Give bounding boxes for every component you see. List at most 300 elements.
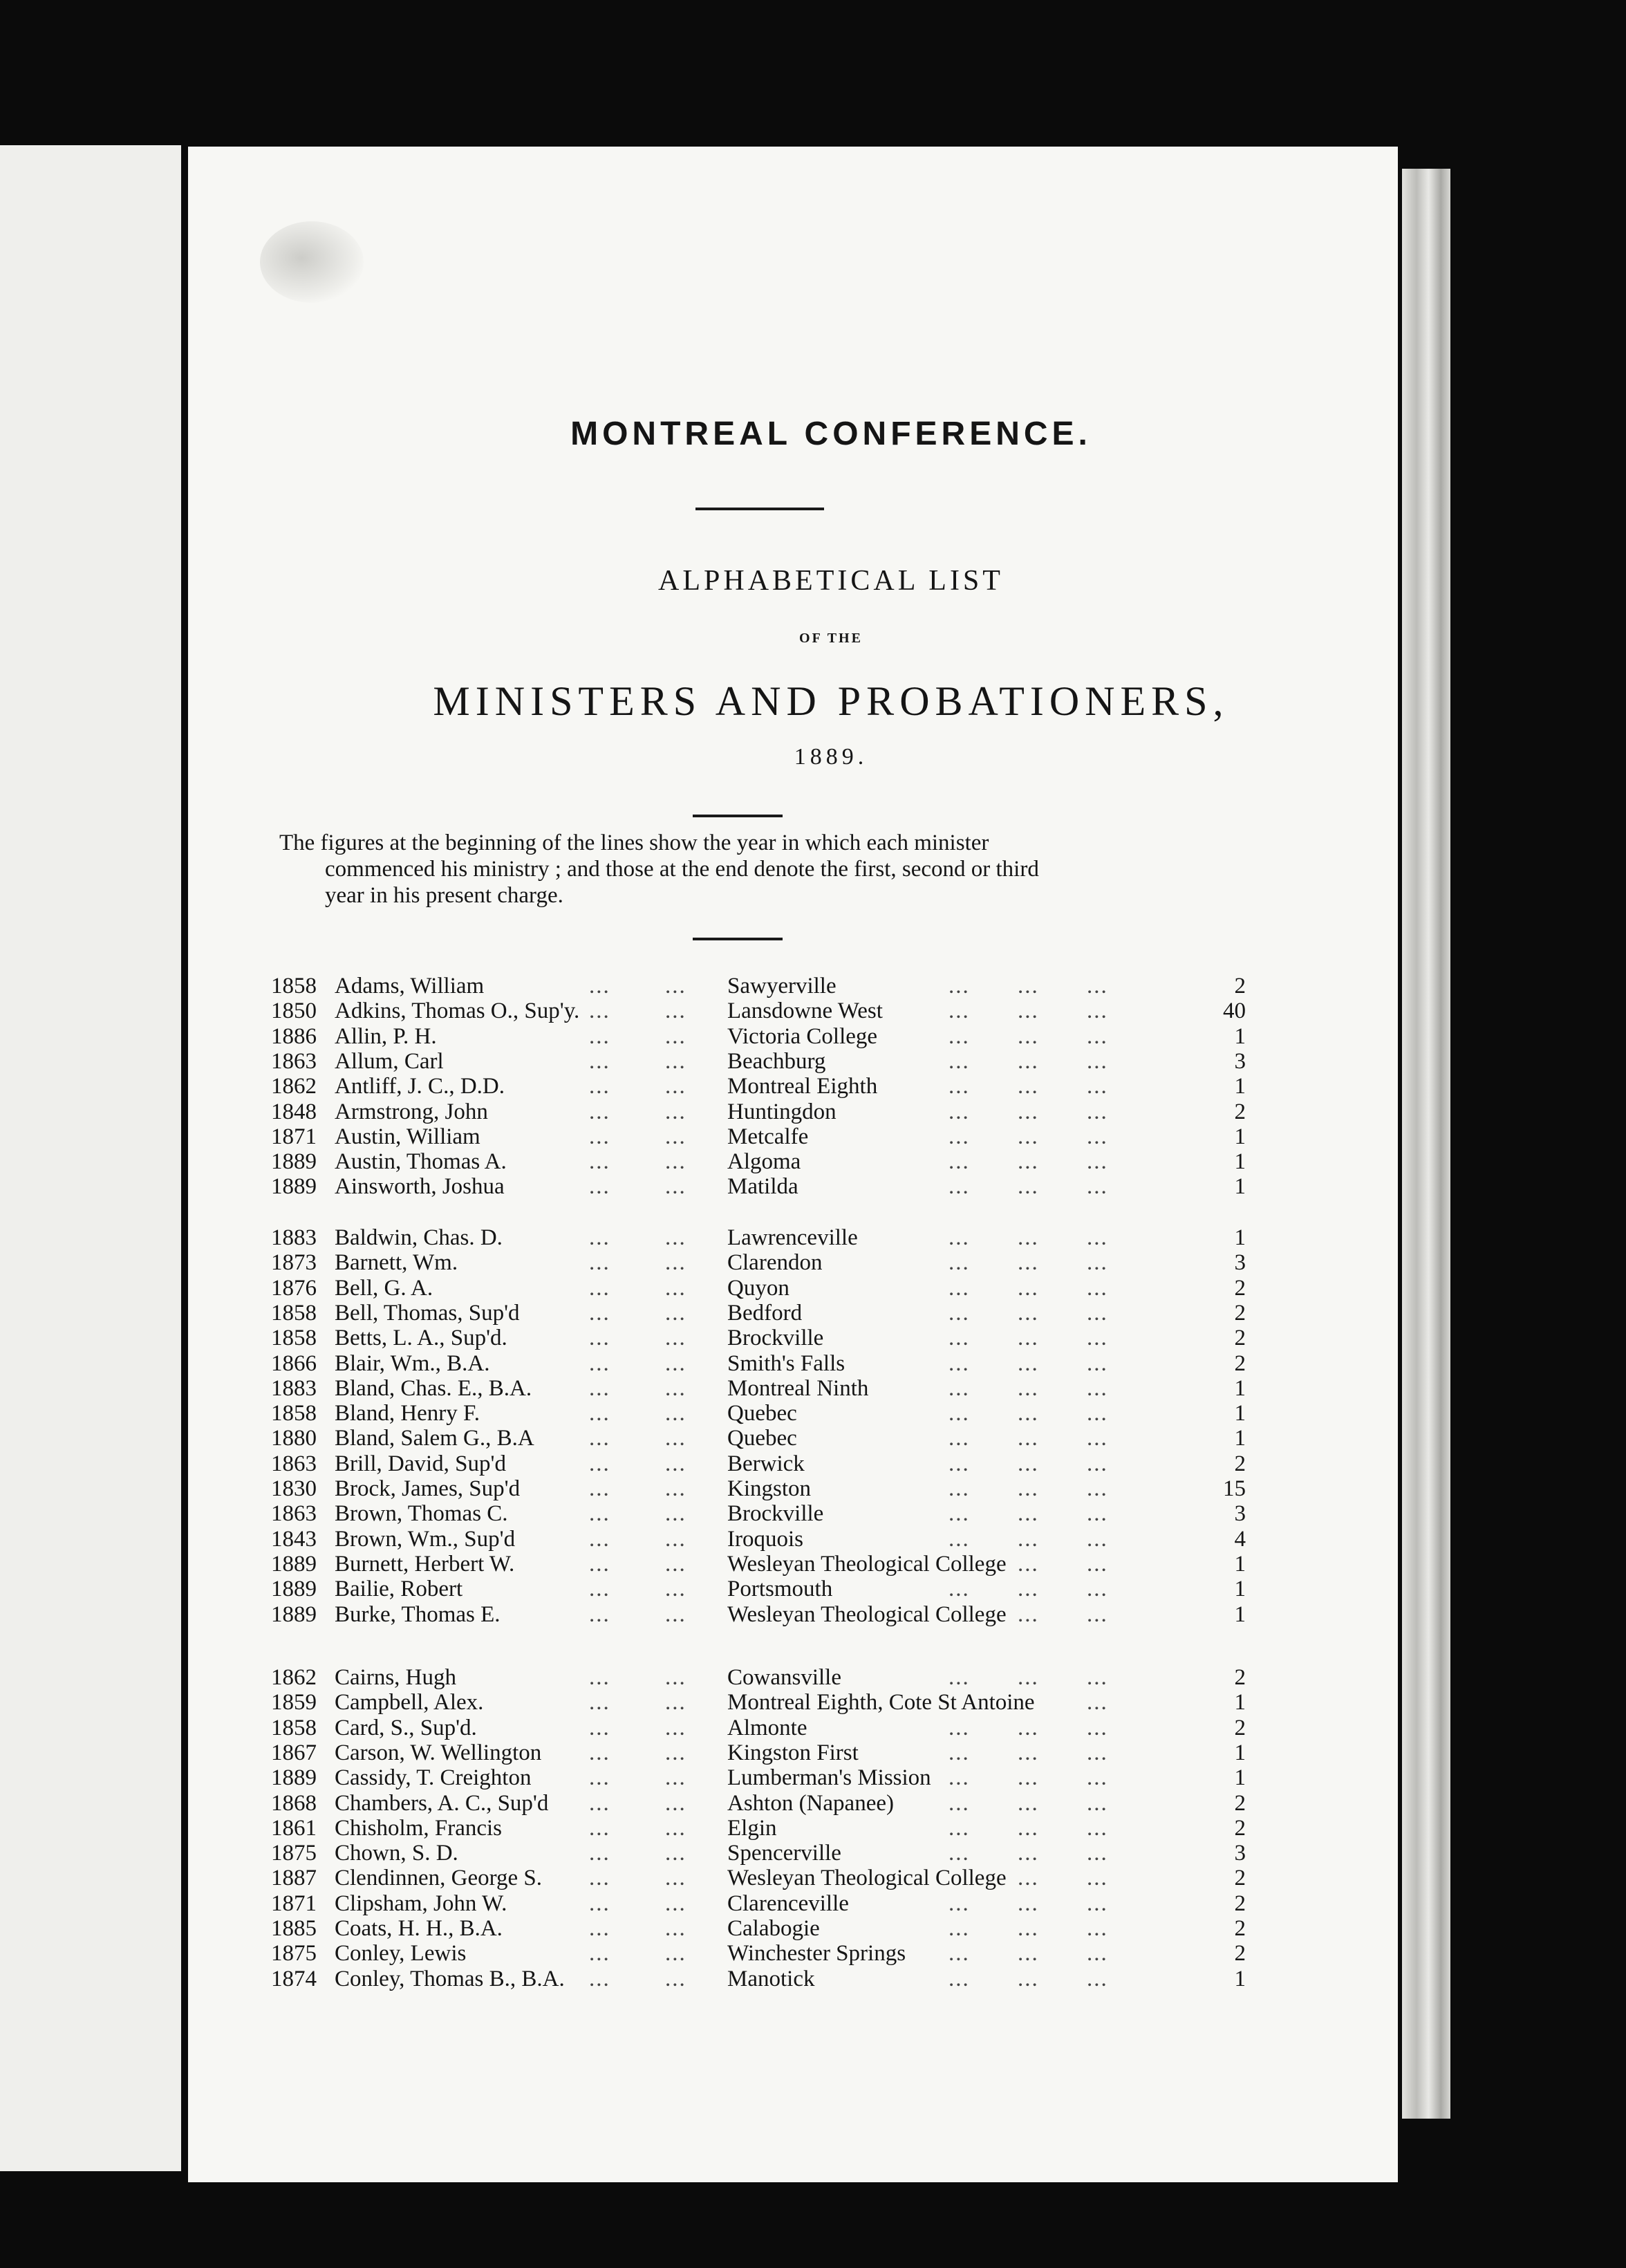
minister-name: Chisholm, Francis bbox=[335, 1816, 503, 1841]
dot-leader: ... bbox=[948, 1074, 970, 1099]
dot-leader: ... bbox=[1018, 1476, 1039, 1501]
dot-leader: ... bbox=[1018, 1716, 1039, 1740]
station-name: Wesleyan Theological College bbox=[727, 1866, 1007, 1890]
dot-leader: ... bbox=[665, 1099, 686, 1124]
dot-leader: ... bbox=[665, 1665, 686, 1690]
years-in-charge: 3 bbox=[1234, 1841, 1246, 1866]
list-item bbox=[188, 1501, 1398, 1526]
dot-leader: ... bbox=[1087, 1124, 1108, 1149]
dot-leader: ... bbox=[589, 1740, 610, 1765]
dot-leader: ... bbox=[1087, 1301, 1108, 1326]
dot-leader: ... bbox=[589, 1602, 610, 1627]
list-item bbox=[188, 1174, 1398, 1199]
minister-name: Brill, David, Sup'd bbox=[335, 1451, 506, 1476]
station-name: Manotick bbox=[727, 1967, 815, 1991]
station-name: Ashton (Napanee) bbox=[727, 1791, 894, 1816]
station-name: Cowansville bbox=[727, 1665, 841, 1690]
list-item bbox=[188, 1049, 1398, 1074]
dot-leader: ... bbox=[1087, 1476, 1108, 1501]
dot-leader: ... bbox=[948, 1765, 970, 1790]
dot-leader: ... bbox=[1087, 974, 1108, 998]
dot-leader: ... bbox=[665, 974, 686, 998]
years-in-charge: 1 bbox=[1234, 1376, 1246, 1401]
list-item bbox=[188, 1276, 1398, 1301]
years-in-charge: 2 bbox=[1234, 1276, 1246, 1301]
dot-leader: ... bbox=[948, 1124, 970, 1149]
list-item bbox=[188, 1765, 1398, 1790]
book-page bbox=[188, 147, 1398, 2182]
title-rule bbox=[695, 508, 824, 510]
station-name: Wesleyan Theological College bbox=[727, 1602, 1007, 1627]
intro-line-3: year in his present charge. bbox=[325, 883, 563, 908]
dot-leader: ... bbox=[1087, 1250, 1108, 1275]
years-in-charge: 1 bbox=[1234, 1967, 1246, 1991]
entry-year: 1889 bbox=[271, 1149, 317, 1174]
minister-name: Chown, S. D. bbox=[335, 1841, 458, 1866]
list-item bbox=[188, 1149, 1398, 1174]
years-in-charge: 1 bbox=[1234, 1765, 1246, 1790]
dot-leader: ... bbox=[1018, 1552, 1039, 1577]
dot-leader: ... bbox=[1087, 1174, 1108, 1199]
dot-leader: ... bbox=[948, 1665, 970, 1690]
dot-leader: ... bbox=[948, 1841, 970, 1866]
list-item bbox=[188, 1916, 1398, 1941]
entry-year: 1887 bbox=[271, 1866, 317, 1890]
dot-leader: ... bbox=[589, 1401, 610, 1426]
minister-name: Conley, Thomas B., B.A. bbox=[335, 1967, 565, 1991]
dot-leader: ... bbox=[665, 1476, 686, 1501]
station-name: Metcalfe bbox=[727, 1124, 809, 1149]
years-in-charge: 3 bbox=[1234, 1250, 1246, 1275]
entry-year: 1868 bbox=[271, 1791, 317, 1816]
entry-year: 1863 bbox=[271, 1049, 317, 1074]
entry-year: 1889 bbox=[271, 1577, 317, 1601]
dot-leader: ... bbox=[665, 1967, 686, 1991]
dot-leader: ... bbox=[589, 1099, 610, 1124]
entry-year: 1871 bbox=[271, 1891, 317, 1916]
entry-year: 1875 bbox=[271, 1841, 317, 1866]
entry-year: 1862 bbox=[271, 1665, 317, 1690]
dot-leader: ... bbox=[1087, 1149, 1108, 1174]
entry-year: 1889 bbox=[271, 1602, 317, 1627]
station-name: Calabogie bbox=[727, 1916, 820, 1941]
list-item bbox=[188, 1301, 1398, 1326]
list-item bbox=[188, 1577, 1398, 1601]
entry-year: 1871 bbox=[271, 1124, 317, 1149]
minister-name: Ainsworth, Joshua bbox=[335, 1174, 505, 1199]
years-in-charge: 2 bbox=[1234, 1916, 1246, 1941]
dot-leader: ... bbox=[665, 1426, 686, 1451]
dot-leader: ... bbox=[1018, 1149, 1039, 1174]
station-name: Montreal Ninth bbox=[727, 1376, 869, 1401]
dot-leader: ... bbox=[948, 1501, 970, 1526]
dot-leader: ... bbox=[665, 1816, 686, 1841]
station-name: Quebec bbox=[727, 1426, 797, 1451]
dot-leader: ... bbox=[665, 1841, 686, 1866]
dot-leader: ... bbox=[1087, 1276, 1108, 1301]
entry-year: 1859 bbox=[271, 1690, 317, 1715]
dot-leader: ... bbox=[1087, 1049, 1108, 1074]
station-name: Montreal Eighth bbox=[727, 1074, 878, 1099]
list-item bbox=[188, 1074, 1398, 1099]
dot-leader: ... bbox=[1018, 1866, 1039, 1890]
dot-leader: ... bbox=[1018, 1740, 1039, 1765]
dot-leader: ... bbox=[1018, 1049, 1039, 1074]
station-name: Lumberman's Mission bbox=[727, 1765, 931, 1790]
dot-leader: ... bbox=[665, 1024, 686, 1049]
dot-leader: ... bbox=[948, 1791, 970, 1816]
dot-leader: ... bbox=[1087, 1074, 1108, 1099]
years-in-charge: 15 bbox=[1223, 1476, 1246, 1501]
list-item bbox=[188, 1527, 1398, 1552]
dot-leader: ... bbox=[1018, 1916, 1039, 1941]
entry-year: 1830 bbox=[271, 1476, 317, 1501]
dot-leader: ... bbox=[1018, 1967, 1039, 1991]
dot-leader: ... bbox=[1087, 1326, 1108, 1350]
minister-name: Bell, Thomas, Sup'd bbox=[335, 1301, 520, 1326]
station-name: Montreal Eighth, Cote St Antoine bbox=[727, 1690, 1035, 1715]
dot-leader: ... bbox=[1087, 1351, 1108, 1376]
years-in-charge: 2 bbox=[1234, 1891, 1246, 1916]
dot-leader: ... bbox=[1087, 1740, 1108, 1765]
minister-name: Antliff, J. C., D.D. bbox=[335, 1074, 505, 1099]
minister-name: Armstrong, John bbox=[335, 1099, 488, 1124]
entry-year: 1858 bbox=[271, 1716, 317, 1740]
dot-leader: ... bbox=[948, 1476, 970, 1501]
dot-leader: ... bbox=[948, 1024, 970, 1049]
year-rule bbox=[693, 815, 783, 817]
list-item bbox=[188, 1351, 1398, 1376]
minister-name: Allin, P. H. bbox=[335, 1024, 437, 1049]
years-in-charge: 1 bbox=[1234, 1124, 1246, 1149]
list-item bbox=[188, 1716, 1398, 1740]
dot-leader: ... bbox=[1087, 1527, 1108, 1552]
dot-leader: ... bbox=[1018, 974, 1039, 998]
station-name: Huntingdon bbox=[727, 1099, 837, 1124]
dot-leader: ... bbox=[589, 1552, 610, 1577]
entry-year: 1863 bbox=[271, 1451, 317, 1476]
dot-leader: ... bbox=[589, 1426, 610, 1451]
dot-leader: ... bbox=[665, 1276, 686, 1301]
dot-leader: ... bbox=[948, 1351, 970, 1376]
dot-leader: ... bbox=[665, 1690, 686, 1715]
dot-leader: ... bbox=[665, 998, 686, 1023]
years-in-charge: 1 bbox=[1234, 1552, 1246, 1577]
dot-leader: ... bbox=[1087, 1426, 1108, 1451]
list-item bbox=[188, 1451, 1398, 1476]
entry-year: 1848 bbox=[271, 1099, 317, 1124]
dot-leader: ... bbox=[948, 1941, 970, 1966]
dot-leader: ... bbox=[1018, 1765, 1039, 1790]
dot-leader: ... bbox=[1087, 1765, 1108, 1790]
dot-leader: ... bbox=[589, 1351, 610, 1376]
years-in-charge: 1 bbox=[1234, 1174, 1246, 1199]
dot-leader: ... bbox=[948, 1740, 970, 1765]
list-item bbox=[188, 1225, 1398, 1250]
list-item bbox=[188, 1891, 1398, 1916]
years-in-charge: 40 bbox=[1223, 998, 1246, 1023]
station-name: Beachburg bbox=[727, 1049, 826, 1074]
entry-year: 1885 bbox=[271, 1916, 317, 1941]
list-item bbox=[188, 1941, 1398, 1966]
dot-leader: ... bbox=[589, 1577, 610, 1601]
dot-leader: ... bbox=[1087, 1967, 1108, 1991]
dot-leader: ... bbox=[1087, 1401, 1108, 1426]
list-item bbox=[188, 1024, 1398, 1049]
dot-leader: ... bbox=[1018, 1250, 1039, 1275]
years-in-charge: 2 bbox=[1234, 1816, 1246, 1841]
dot-leader: ... bbox=[1087, 1577, 1108, 1601]
entry-year: 1873 bbox=[271, 1250, 317, 1275]
station-name: Brockville bbox=[727, 1326, 824, 1350]
list-item bbox=[188, 1401, 1398, 1426]
dot-leader: ... bbox=[665, 1916, 686, 1941]
years-in-charge: 1 bbox=[1234, 1740, 1246, 1765]
dot-leader: ... bbox=[948, 1376, 970, 1401]
minister-name: Chambers, A. C., Sup'd bbox=[335, 1791, 549, 1816]
station-name: Quebec bbox=[727, 1401, 797, 1426]
dot-leader: ... bbox=[589, 1791, 610, 1816]
dot-leader: ... bbox=[1018, 1891, 1039, 1916]
dot-leader: ... bbox=[665, 1250, 686, 1275]
dot-leader: ... bbox=[665, 1716, 686, 1740]
dot-leader: ... bbox=[589, 1967, 610, 1991]
dot-leader: ... bbox=[1087, 998, 1108, 1023]
list-item bbox=[188, 1552, 1398, 1577]
dot-leader: ... bbox=[665, 1740, 686, 1765]
minister-name: Conley, Lewis bbox=[335, 1941, 467, 1966]
dot-leader: ... bbox=[589, 1301, 610, 1326]
list-item bbox=[188, 1326, 1398, 1350]
dot-leader: ... bbox=[1087, 1376, 1108, 1401]
entry-year: 1889 bbox=[271, 1174, 317, 1199]
minister-name: Clipsham, John W. bbox=[335, 1891, 507, 1916]
subtitle-ministers: MINISTERS AND PROBATIONERS, bbox=[433, 678, 1229, 724]
minister-name: Coats, H. H., B.A. bbox=[335, 1916, 503, 1941]
dot-leader: ... bbox=[665, 1074, 686, 1099]
list-item bbox=[188, 1665, 1398, 1690]
station-name: Iroquois bbox=[727, 1527, 803, 1552]
dot-leader: ... bbox=[1018, 1451, 1039, 1476]
station-name: Lawrenceville bbox=[727, 1225, 858, 1250]
dot-leader: ... bbox=[665, 1174, 686, 1199]
dot-leader: ... bbox=[589, 1174, 610, 1199]
list-item bbox=[188, 1866, 1398, 1890]
station-name: Portsmouth bbox=[727, 1577, 833, 1601]
station-name: Kingston First bbox=[727, 1740, 859, 1765]
subtitle-of-the: OF THE bbox=[799, 631, 863, 646]
minister-name: Adams, William bbox=[335, 974, 485, 998]
dot-leader: ... bbox=[589, 1716, 610, 1740]
dot-leader: ... bbox=[1018, 1501, 1039, 1526]
page-stack-edge bbox=[1402, 169, 1450, 2119]
dot-leader: ... bbox=[589, 1891, 610, 1916]
years-in-charge: 3 bbox=[1234, 1049, 1246, 1074]
list-item bbox=[188, 1602, 1398, 1627]
minister-name: Betts, L. A., Sup'd. bbox=[335, 1326, 507, 1350]
minister-name: Cairns, Hugh bbox=[335, 1665, 456, 1690]
entry-year: 1866 bbox=[271, 1351, 317, 1376]
station-name: Victoria College bbox=[727, 1024, 878, 1049]
dot-leader: ... bbox=[589, 1866, 610, 1890]
page-title: MONTREAL CONFERENCE. bbox=[570, 416, 1092, 452]
dot-leader: ... bbox=[948, 974, 970, 998]
entry-year: 1843 bbox=[271, 1527, 317, 1552]
years-in-charge: 2 bbox=[1234, 1351, 1246, 1376]
years-in-charge: 2 bbox=[1234, 1301, 1246, 1326]
dot-leader: ... bbox=[948, 1916, 970, 1941]
dot-leader: ... bbox=[665, 1401, 686, 1426]
dot-leader: ... bbox=[1018, 1225, 1039, 1250]
intro-rule bbox=[693, 938, 783, 940]
station-name: Elgin bbox=[727, 1816, 777, 1841]
dot-leader: ... bbox=[589, 1326, 610, 1350]
years-in-charge: 1 bbox=[1234, 1149, 1246, 1174]
dot-leader: ... bbox=[948, 1577, 970, 1601]
minister-name: Bell, G. A. bbox=[335, 1276, 433, 1301]
dot-leader: ... bbox=[1018, 1426, 1039, 1451]
years-in-charge: 2 bbox=[1234, 1716, 1246, 1740]
dot-leader: ... bbox=[948, 1816, 970, 1841]
dot-leader: ... bbox=[665, 1225, 686, 1250]
entry-year: 1889 bbox=[271, 1765, 317, 1790]
station-name: Spencerville bbox=[727, 1841, 841, 1866]
list-item bbox=[188, 1476, 1398, 1501]
dot-leader: ... bbox=[948, 1149, 970, 1174]
dot-leader: ... bbox=[1018, 1602, 1039, 1627]
dot-leader: ... bbox=[1087, 1024, 1108, 1049]
dot-leader: ... bbox=[1018, 1527, 1039, 1552]
dot-leader: ... bbox=[1018, 1376, 1039, 1401]
dot-leader: ... bbox=[665, 1124, 686, 1149]
dot-leader: ... bbox=[589, 1376, 610, 1401]
minister-name: Bland, Salem G., B.A bbox=[335, 1426, 534, 1451]
dot-leader: ... bbox=[948, 1225, 970, 1250]
dot-leader: ... bbox=[1087, 1916, 1108, 1941]
station-name: Sawyerville bbox=[727, 974, 837, 998]
years-in-charge: 1 bbox=[1234, 1401, 1246, 1426]
entry-year: 1858 bbox=[271, 974, 317, 998]
dot-leader: ... bbox=[589, 1250, 610, 1275]
dot-leader: ... bbox=[589, 1451, 610, 1476]
dot-leader: ... bbox=[948, 1250, 970, 1275]
dot-leader: ... bbox=[589, 1690, 610, 1715]
list-item bbox=[188, 1376, 1398, 1401]
dot-leader: ... bbox=[1087, 1665, 1108, 1690]
dot-leader: ... bbox=[589, 998, 610, 1023]
dot-leader: ... bbox=[665, 1791, 686, 1816]
dot-leader: ... bbox=[948, 1401, 970, 1426]
dot-leader: ... bbox=[948, 1716, 970, 1740]
station-name: Winchester Springs bbox=[727, 1941, 906, 1966]
list-item bbox=[188, 1791, 1398, 1816]
dot-leader: ... bbox=[1087, 1552, 1108, 1577]
intro-line-1: The figures at the beginning of the lines show the year in which each minister bbox=[279, 830, 989, 855]
minister-name: Cassidy, T. Creighton bbox=[335, 1765, 532, 1790]
list-item bbox=[188, 974, 1398, 998]
minister-name: Bland, Chas. E., B.A. bbox=[335, 1376, 532, 1401]
subtitle-alphabetical-list: ALPHABETICAL LIST bbox=[658, 565, 1004, 597]
years-in-charge: 4 bbox=[1234, 1527, 1246, 1552]
station-name: Kingston bbox=[727, 1476, 812, 1501]
dot-leader: ... bbox=[1018, 1841, 1039, 1866]
list-item bbox=[188, 998, 1398, 1023]
years-in-charge: 2 bbox=[1234, 1451, 1246, 1476]
entry-year: 1876 bbox=[271, 1276, 317, 1301]
dot-leader: ... bbox=[665, 1891, 686, 1916]
dot-leader: ... bbox=[1018, 998, 1039, 1023]
dot-leader: ... bbox=[589, 1501, 610, 1526]
dot-leader: ... bbox=[1018, 1124, 1039, 1149]
dot-leader: ... bbox=[1018, 1174, 1039, 1199]
dot-leader: ... bbox=[1087, 1941, 1108, 1966]
dot-leader: ... bbox=[665, 1326, 686, 1350]
station-name: Quyon bbox=[727, 1276, 789, 1301]
list-item bbox=[188, 1250, 1398, 1275]
dot-leader: ... bbox=[948, 1099, 970, 1124]
dot-leader: ... bbox=[1087, 1602, 1108, 1627]
dot-leader: ... bbox=[948, 1276, 970, 1301]
entry-year: 1875 bbox=[271, 1941, 317, 1966]
dot-leader: ... bbox=[1087, 1099, 1108, 1124]
years-in-charge: 1 bbox=[1234, 1426, 1246, 1451]
dot-leader: ... bbox=[948, 1049, 970, 1074]
station-name: Smith's Falls bbox=[727, 1351, 845, 1376]
dot-leader: ... bbox=[1018, 1276, 1039, 1301]
station-name: Matilda bbox=[727, 1174, 798, 1199]
minister-name: Austin, William bbox=[335, 1124, 480, 1149]
years-in-charge: 3 bbox=[1234, 1501, 1246, 1526]
dot-leader: ... bbox=[1087, 1891, 1108, 1916]
list-item bbox=[188, 1690, 1398, 1715]
dot-leader: ... bbox=[665, 1149, 686, 1174]
list-item bbox=[188, 1124, 1398, 1149]
intro-paragraph bbox=[279, 830, 1240, 909]
entry-year: 1858 bbox=[271, 1326, 317, 1350]
dot-leader: ... bbox=[665, 1451, 686, 1476]
minister-name: Barnett, Wm. bbox=[335, 1250, 458, 1275]
entry-year: 1862 bbox=[271, 1074, 317, 1099]
dot-leader: ... bbox=[948, 1891, 970, 1916]
dot-leader: ... bbox=[948, 1301, 970, 1326]
station-name: Algoma bbox=[727, 1149, 801, 1174]
years-in-charge: 1 bbox=[1234, 1024, 1246, 1049]
dot-leader: ... bbox=[665, 1765, 686, 1790]
entry-year: 1886 bbox=[271, 1024, 317, 1049]
paper-stain bbox=[260, 221, 364, 303]
list-item bbox=[188, 1967, 1398, 1991]
entry-year: 1883 bbox=[271, 1225, 317, 1250]
dot-leader: ... bbox=[1018, 1024, 1039, 1049]
years-in-charge: 1 bbox=[1234, 1602, 1246, 1627]
dot-leader: ... bbox=[1087, 1841, 1108, 1866]
dot-leader: ... bbox=[665, 1552, 686, 1577]
dot-leader: ... bbox=[665, 1301, 686, 1326]
minister-name: Brown, Wm., Sup'd bbox=[335, 1527, 516, 1552]
dot-leader: ... bbox=[1018, 1326, 1039, 1350]
entry-year: 1858 bbox=[271, 1401, 317, 1426]
dot-leader: ... bbox=[1018, 1401, 1039, 1426]
dot-leader: ... bbox=[665, 1577, 686, 1601]
dot-leader: ... bbox=[1018, 1351, 1039, 1376]
list-item bbox=[188, 1426, 1398, 1451]
minister-name: Card, S., Sup'd. bbox=[335, 1716, 477, 1740]
dot-leader: ... bbox=[589, 1527, 610, 1552]
dot-leader: ... bbox=[1018, 1816, 1039, 1841]
years-in-charge: 2 bbox=[1234, 1791, 1246, 1816]
minister-name: Bailie, Robert bbox=[335, 1577, 463, 1601]
dot-leader: ... bbox=[589, 1765, 610, 1790]
